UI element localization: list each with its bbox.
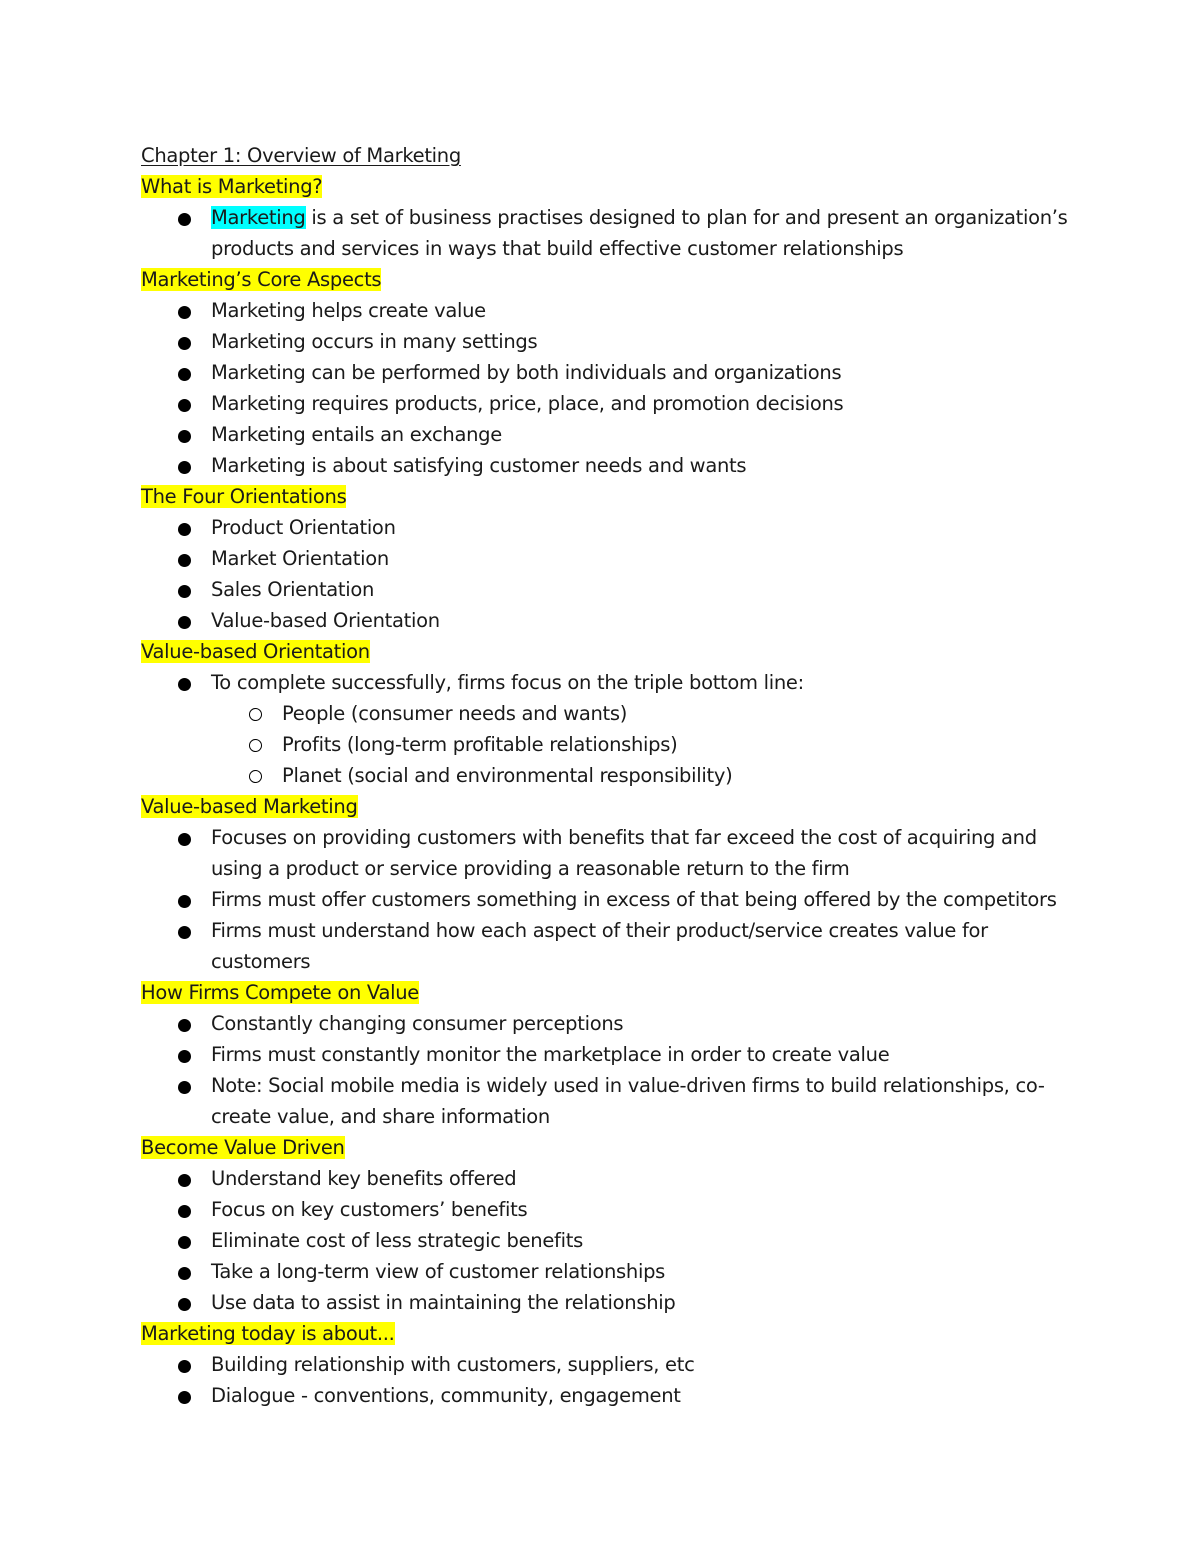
list-item (141, 512, 1081, 543)
list-item-text: Firms must constantly monitor the marketplace in order to create value (211, 1043, 890, 1066)
heading-text: Marketing’s Core Aspects (141, 268, 382, 291)
list-item-text: Focus on key customers’ benefits (211, 1198, 528, 1221)
list-item (141, 357, 1081, 388)
bullet-icon (178, 430, 191, 443)
list-item-text: Focuses on providing customers with benefits that far exceed the cost of acquiring and using a product or service providing a reasonable return to the firm (211, 826, 1037, 880)
bullet-icon (178, 523, 191, 536)
list-value-based-orientation (141, 667, 1081, 791)
list-item-text: People (consumer needs and wants) (282, 702, 628, 725)
list-core-aspects (141, 295, 1081, 481)
section-heading-value-based-orientation (141, 636, 1081, 667)
list-item (141, 1225, 1081, 1256)
section-heading-become-value-driven (141, 1132, 1081, 1163)
list-item (141, 543, 1081, 574)
heading-text: What is Marketing? (141, 175, 323, 198)
heading-text: Value-based Orientation (141, 640, 370, 663)
definition-text: is a set of business practises designed to plan for and present an organization’s products and services in ways that build effective customer relationships (211, 206, 1068, 260)
hollow-bullet-icon (249, 708, 262, 721)
bullet-icon (178, 1298, 191, 1311)
list-become-value-driven (141, 1163, 1081, 1318)
list-item-text: Marketing occurs in many settings (211, 330, 538, 353)
bullet-icon (178, 399, 191, 412)
heading-text: How Firms Compete on Value (141, 981, 419, 1004)
heading-text: Become Value Driven (141, 1136, 345, 1159)
bullet-icon (178, 306, 191, 319)
list-item (141, 1380, 1081, 1411)
bullet-icon (178, 1267, 191, 1280)
list-item-text: Use data to assist in maintaining the relationship (211, 1291, 676, 1314)
list-item-text: Value-based Orientation (211, 609, 440, 632)
list-item-text: Constantly changing consumer perceptions (211, 1012, 624, 1035)
bullet-icon (178, 616, 191, 629)
bullet-icon (178, 895, 191, 908)
list-item-text: Building relationship with customers, suppliers, etc (211, 1353, 695, 1376)
list-item (141, 1256, 1081, 1287)
document-body (141, 140, 1081, 1411)
list-item (141, 1349, 1081, 1380)
bullet-icon (178, 554, 191, 567)
hollow-bullet-icon (249, 739, 262, 752)
document-title: Chapter 1: Overview of Marketing (141, 144, 461, 167)
list-item-text: Marketing is about satisfying customer needs and wants (211, 454, 747, 477)
list-item (141, 326, 1081, 357)
list-item (141, 1163, 1081, 1194)
list-marketing-today (141, 1349, 1081, 1411)
heading-text: Value-based Marketing (141, 795, 358, 818)
list-item-text: Marketing helps create value (211, 299, 486, 322)
list-what-is-marketing (141, 202, 1081, 264)
list-item (141, 295, 1081, 326)
bullet-icon (178, 1391, 191, 1404)
list-item-text: Profits (long-term profitable relationships) (282, 733, 678, 756)
list-item-text: Note: Social mobile media is widely used in value-driven firms to build relationships, co-create value, and share information (211, 1074, 1045, 1128)
list-item (141, 1070, 1081, 1132)
list-item-text: Planet (social and environmental responsibility) (282, 764, 733, 787)
bullet-icon (178, 1081, 191, 1094)
bullet-icon (178, 833, 191, 846)
list-item (141, 419, 1081, 450)
bullet-icon (178, 1019, 191, 1032)
bullet-icon (178, 1360, 191, 1373)
heading-text: Marketing today is about... (141, 1322, 395, 1345)
sub-list-item (141, 698, 1081, 729)
highlighted-term: Marketing (211, 206, 306, 229)
list-item (141, 450, 1081, 481)
list-item (141, 1287, 1081, 1318)
bullet-icon (178, 678, 191, 691)
list-item-text: Firms must understand how each aspect of their product/service creates value for customers (211, 919, 988, 973)
bullet-icon (178, 1205, 191, 1218)
list-item-text: Marketing requires products, price, place, and promotion decisions (211, 392, 844, 415)
list-item (141, 574, 1081, 605)
bullet-icon (178, 1050, 191, 1063)
section-heading-marketing-today (141, 1318, 1081, 1349)
list-item-text: Eliminate cost of less strategic benefits (211, 1229, 583, 1252)
bullet-icon (178, 1174, 191, 1187)
bullet-icon (178, 926, 191, 939)
list-item (141, 1039, 1081, 1070)
list-item (141, 667, 1081, 698)
list-item (141, 605, 1081, 636)
list-compete-on-value (141, 1008, 1081, 1132)
list-item-text: Dialogue - conventions, community, engagement (211, 1384, 681, 1407)
sub-list-item (141, 729, 1081, 760)
hollow-bullet-icon (249, 770, 262, 783)
list-item (141, 1008, 1081, 1039)
bullet-icon (178, 461, 191, 474)
section-heading-four-orientations (141, 481, 1081, 512)
list-four-orientations (141, 512, 1081, 636)
list-item-text: Firms must offer customers something in excess of that being offered by the competitors (211, 888, 1057, 911)
section-heading-value-based-marketing (141, 791, 1081, 822)
list-item-text: Take a long-term view of customer relationships (211, 1260, 666, 1283)
list-value-based-marketing (141, 822, 1081, 977)
section-heading-core-aspects (141, 264, 1081, 295)
list-item-text: Market Orientation (211, 547, 389, 570)
list-item-text: Marketing can be performed by both individuals and organizations (211, 361, 842, 384)
heading-text: The Four Orientations (141, 485, 347, 508)
list-item (141, 884, 1081, 915)
bullet-icon (178, 585, 191, 598)
bullet-icon (178, 337, 191, 350)
list-item-text: Product Orientation (211, 516, 396, 539)
list-item (141, 388, 1081, 419)
list-item (141, 202, 1081, 264)
list-item-text: Understand key benefits offered (211, 1167, 517, 1190)
list-item (141, 822, 1081, 884)
list-item (141, 915, 1081, 977)
section-heading-what-is-marketing (141, 171, 1081, 202)
list-item-text: Marketing entails an exchange (211, 423, 502, 446)
list-item-text: To complete successfully, firms focus on the triple bottom line: (211, 671, 804, 694)
bullet-icon (178, 213, 191, 226)
list-item (141, 1194, 1081, 1225)
section-heading-compete-on-value (141, 977, 1081, 1008)
bullet-icon (178, 1236, 191, 1249)
sub-list-item (141, 760, 1081, 791)
list-item-text: Sales Orientation (211, 578, 375, 601)
bullet-icon (178, 368, 191, 381)
